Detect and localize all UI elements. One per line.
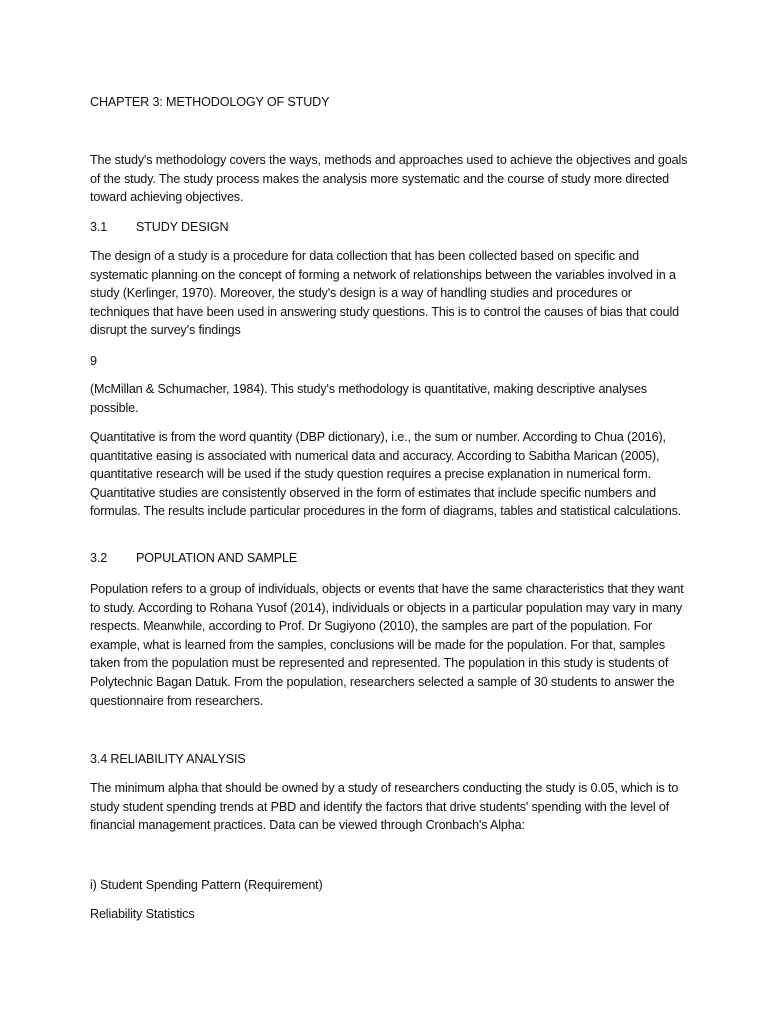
subsection-i-heading: i) Student Spending Pattern (Requirement)	[90, 878, 323, 892]
section-3-1-title: STUDY DESIGN	[136, 220, 229, 234]
page-number: 9	[90, 354, 97, 368]
section-3-1-heading	[90, 218, 690, 237]
chapter-title: CHAPTER 3: METHODOLOGY OF STUDY	[90, 95, 330, 109]
section-3-2-title: POPULATION AND SAMPLE	[136, 551, 298, 565]
reliability-statistics-label: Reliability Statistics	[90, 907, 195, 921]
continuation-paragraph: (McMillan & Schumacher, 1984). This study's methodology is quantitative, making descriptive analyses possible.	[90, 382, 647, 415]
study-design-paragraph: The design of a study is a procedure for data collection that has been collected based on specific and systematic planning on the concept of forming a network of relationships between the variables involved in a study (Kerlinger, 1970). Moreover, the study's design is a way of handling studies and procedures or techniques that have been used in answering study questions. This is to control the causes of bias that could disrupt the survey's findings	[90, 249, 679, 338]
reliability-paragraph: The minimum alpha that should be owned by a study of researchers conducting the study is 0.05, which is to study student spending trends at PBD and identify the factors that drive students' spending with the level of financial management practices. Data can be viewed through Cronbach's Alpha:	[90, 781, 679, 833]
section-3-2-number: 3.2	[90, 551, 108, 565]
population-paragraph: Population refers to a group of individuals, objects or events that have the same characteristics that they want to study. According to Rohana Yusof (2014), individuals or objects in a particular population may vary in many respects. Meanwhile, according to Prof. Dr Sugiyono (2010), the samples are part of the population. For example, what is learned from the samples, conclusions will be made for the population. For that, samples taken from the population must be represented and represented. The population in this study is students of Polytechnic Bagan Datuk. From the population, researchers selected a sample of 30 students to answer the questionnaire from researchers.	[90, 582, 684, 708]
quantitative-paragraph: Quantitative is from the word quantity (DBP dictionary), i.e., the sum or number. According to Chua (2016), quantitative easing is associated with numerical data and accuracy. According to Sabitha Marican (2005), quantitative research will be used if the study question requires a precise explanation in numerical form. Quantitative studies are consistently observed in the form of estimates that include specific numbers and formulas. The results include particular procedures in the form of diagrams, tables and statistical calculations.	[90, 430, 682, 519]
section-3-1-number: 3.1	[90, 220, 108, 234]
intro-paragraph: The study's methodology covers the ways, methods and approaches used to achieve the objectives and goals of the study. The study process makes the analysis more systematic and the course of study more directed toward achieving objectives.	[90, 153, 688, 205]
section-3-4-heading: 3.4 RELIABILITY ANALYSIS	[90, 752, 246, 766]
section-3-2-heading	[90, 549, 690, 568]
